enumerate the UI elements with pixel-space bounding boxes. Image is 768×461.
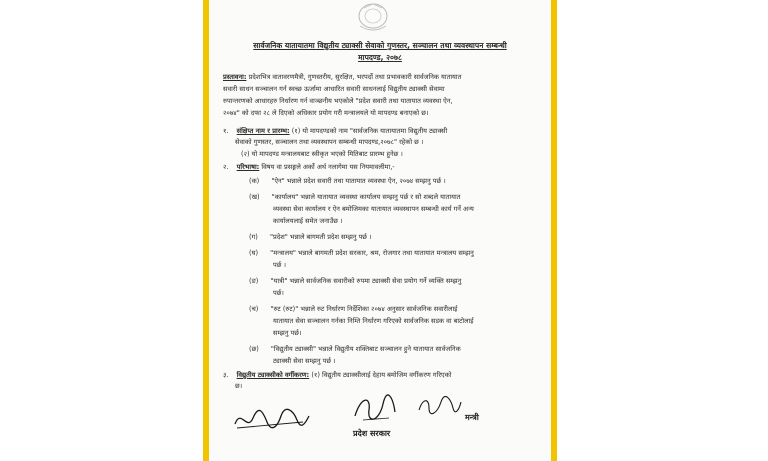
section-3-line-2: छ। — [235, 382, 243, 390]
emblem-icon — [346, 2, 400, 34]
signature-left — [231, 398, 311, 438]
preamble-line-2: सवारी साधन सञ्चालन गर्न स्वच्छ ऊर्जामा आधारित सवारी साधनलाई विद्युतीय ट्याक्सी सेवामा — [223, 85, 445, 93]
preamble-line-4: २०७४" को दफा २८ ले दिएको अधिकार प्रयोग गरी मन्त्रालयले यो मापदण्ड बनाएको छ। — [223, 109, 429, 117]
preamble-label: प्रस्तावना: — [223, 73, 247, 81]
stamp-text: प्रदेश सरकार — [353, 429, 391, 438]
clause-chha-line-2: ट्याक्सी सेवा सम्झनु पर्छ । — [273, 357, 336, 365]
clause-cha-line-2: यातायात सेवा सञ्चालन गर्नका निम्ति निर्धारण गरिएको सार्वजनिक सडक वा बाटोलाई — [273, 317, 474, 325]
title-line-1: सार्वजनिक यातायातमा विद्युतीय ट्याक्सी सेवाको गुणस्तर, सञ्चालन तथा व्यवस्थापन सम्बन्धी — [253, 41, 507, 50]
clause-cha-line-3: सम्झनु पर्छ। — [273, 329, 302, 337]
clause-kha-line-2: व्यवस्था सेवा कार्यालय र ऐन बमोजिमका यातायात व्यवस्थापन सम्बन्धी कार्य गर्ने अन्य — [273, 205, 474, 213]
signature-label: मन्त्री — [465, 413, 479, 422]
clause-gha-line-2: पर्छ । — [273, 261, 286, 269]
section-1-line-1: १. संक्षिप्त नाम र प्रारम्भ: (१) यो मापदण्डको नाम "सार्वजनिक यातायातमा विद्युतीय ट्याक्सी — [223, 127, 448, 135]
clause-chha: (छ) "विद्युतीय ट्याक्सी" भन्नाले विद्युतीय शक्तिबाट सञ्चालन हुने यातायात सार्वजनिक — [249, 345, 461, 353]
signature-right — [415, 392, 463, 418]
clause-ga: (ग) "प्रदेश" भन्नाले बागमती प्रदेश सम्झनु पर्छ । — [249, 233, 372, 241]
preamble-line-3: रुपान्तरणको आधारहरु निर्धारण गर्न वाञ्छनीय भएकोले "प्रदेश सवारी तथा यातायात व्यवस्था ऐन, — [223, 97, 453, 105]
clause-ka: (क) "ऐन" भन्नाले प्रदेश सवारी तथा यातायात व्यवस्था ऐन, २०७४ सम्झनु पर्छ । — [249, 177, 446, 185]
clause-nga: (ङ) "यात्री" भन्नाले सार्वजनिक सवारीको रुपमा ट्याक्सी सेवा प्रयोग गर्ने व्यक्ति सम्झनु — [249, 277, 462, 285]
section-1-heading: संक्षिप्त नाम र प्रारम्भ: — [236, 127, 290, 135]
section-3-heading: विद्युतीय ट्याक्सीको वर्गीकरण: — [236, 371, 310, 379]
document-title — [219, 40, 541, 64]
clause-gha: (घ) "मन्त्रालय" भन्नाले बागमती प्रदेश सरकार, श्रम, रोजगार तथा यातायात मन्त्रालय सम्झनु — [249, 249, 474, 257]
section-1-line-3: (२) यो मापदण्ड मन्त्रालयबाट स्वीकृत भएको मितिबाट प्रारम्भ हुनेछ । — [241, 150, 403, 158]
section-2-heading: परिभाषा: — [236, 163, 260, 171]
section-1-line-2: सेवाको गुणस्तर, सञ्चालन तथा व्यवस्थापन सम्बन्धी मापदण्ड,२०७८" रहेको छ । — [235, 138, 424, 146]
section-3-line-1: ३. विद्युतीय ट्याक्सीको वर्गीकरण: (१) विद्युतीय ट्याक्सीलाई देहाय बमोजिम वर्गीकरण गरिएको — [223, 371, 452, 379]
clause-kha: (ख) "कार्यालय" भन्नाले यातायात व्यवस्था कार्यालय सम्झनु पर्छ र सो शब्दले यातायात — [249, 193, 461, 201]
clause-nga-line-2: पर्छ। — [273, 289, 284, 297]
clause-kha-line-3: कार्यालयलाई समेत जनाउँछ । — [273, 217, 343, 225]
section-2-line-1: २. परिभाषा: विषय वा प्रसङ्गले अर्को अर्थ नलागेमा यस नियमावलीमा,- — [223, 163, 395, 171]
frame-right — [551, 0, 557, 461]
document-page — [209, 0, 551, 461]
preamble-line-1: प्रस्तावना: प्रदेशभित्र वातावरणमैत्री, गुणस्तरीय, सुरक्षित, भरपर्दो तथा प्रभावकारी सार्वजनिक यातायात — [223, 73, 462, 81]
signature-middle — [349, 392, 399, 426]
title-line-2: मापदण्ड, २०७८ — [358, 53, 402, 62]
clause-cha: (च) "रुट (रुट)" भन्नाले रुट निर्धारण निर्देशिका २०७४ अनुसार सार्वजनिक सवारीलाई — [249, 305, 458, 313]
